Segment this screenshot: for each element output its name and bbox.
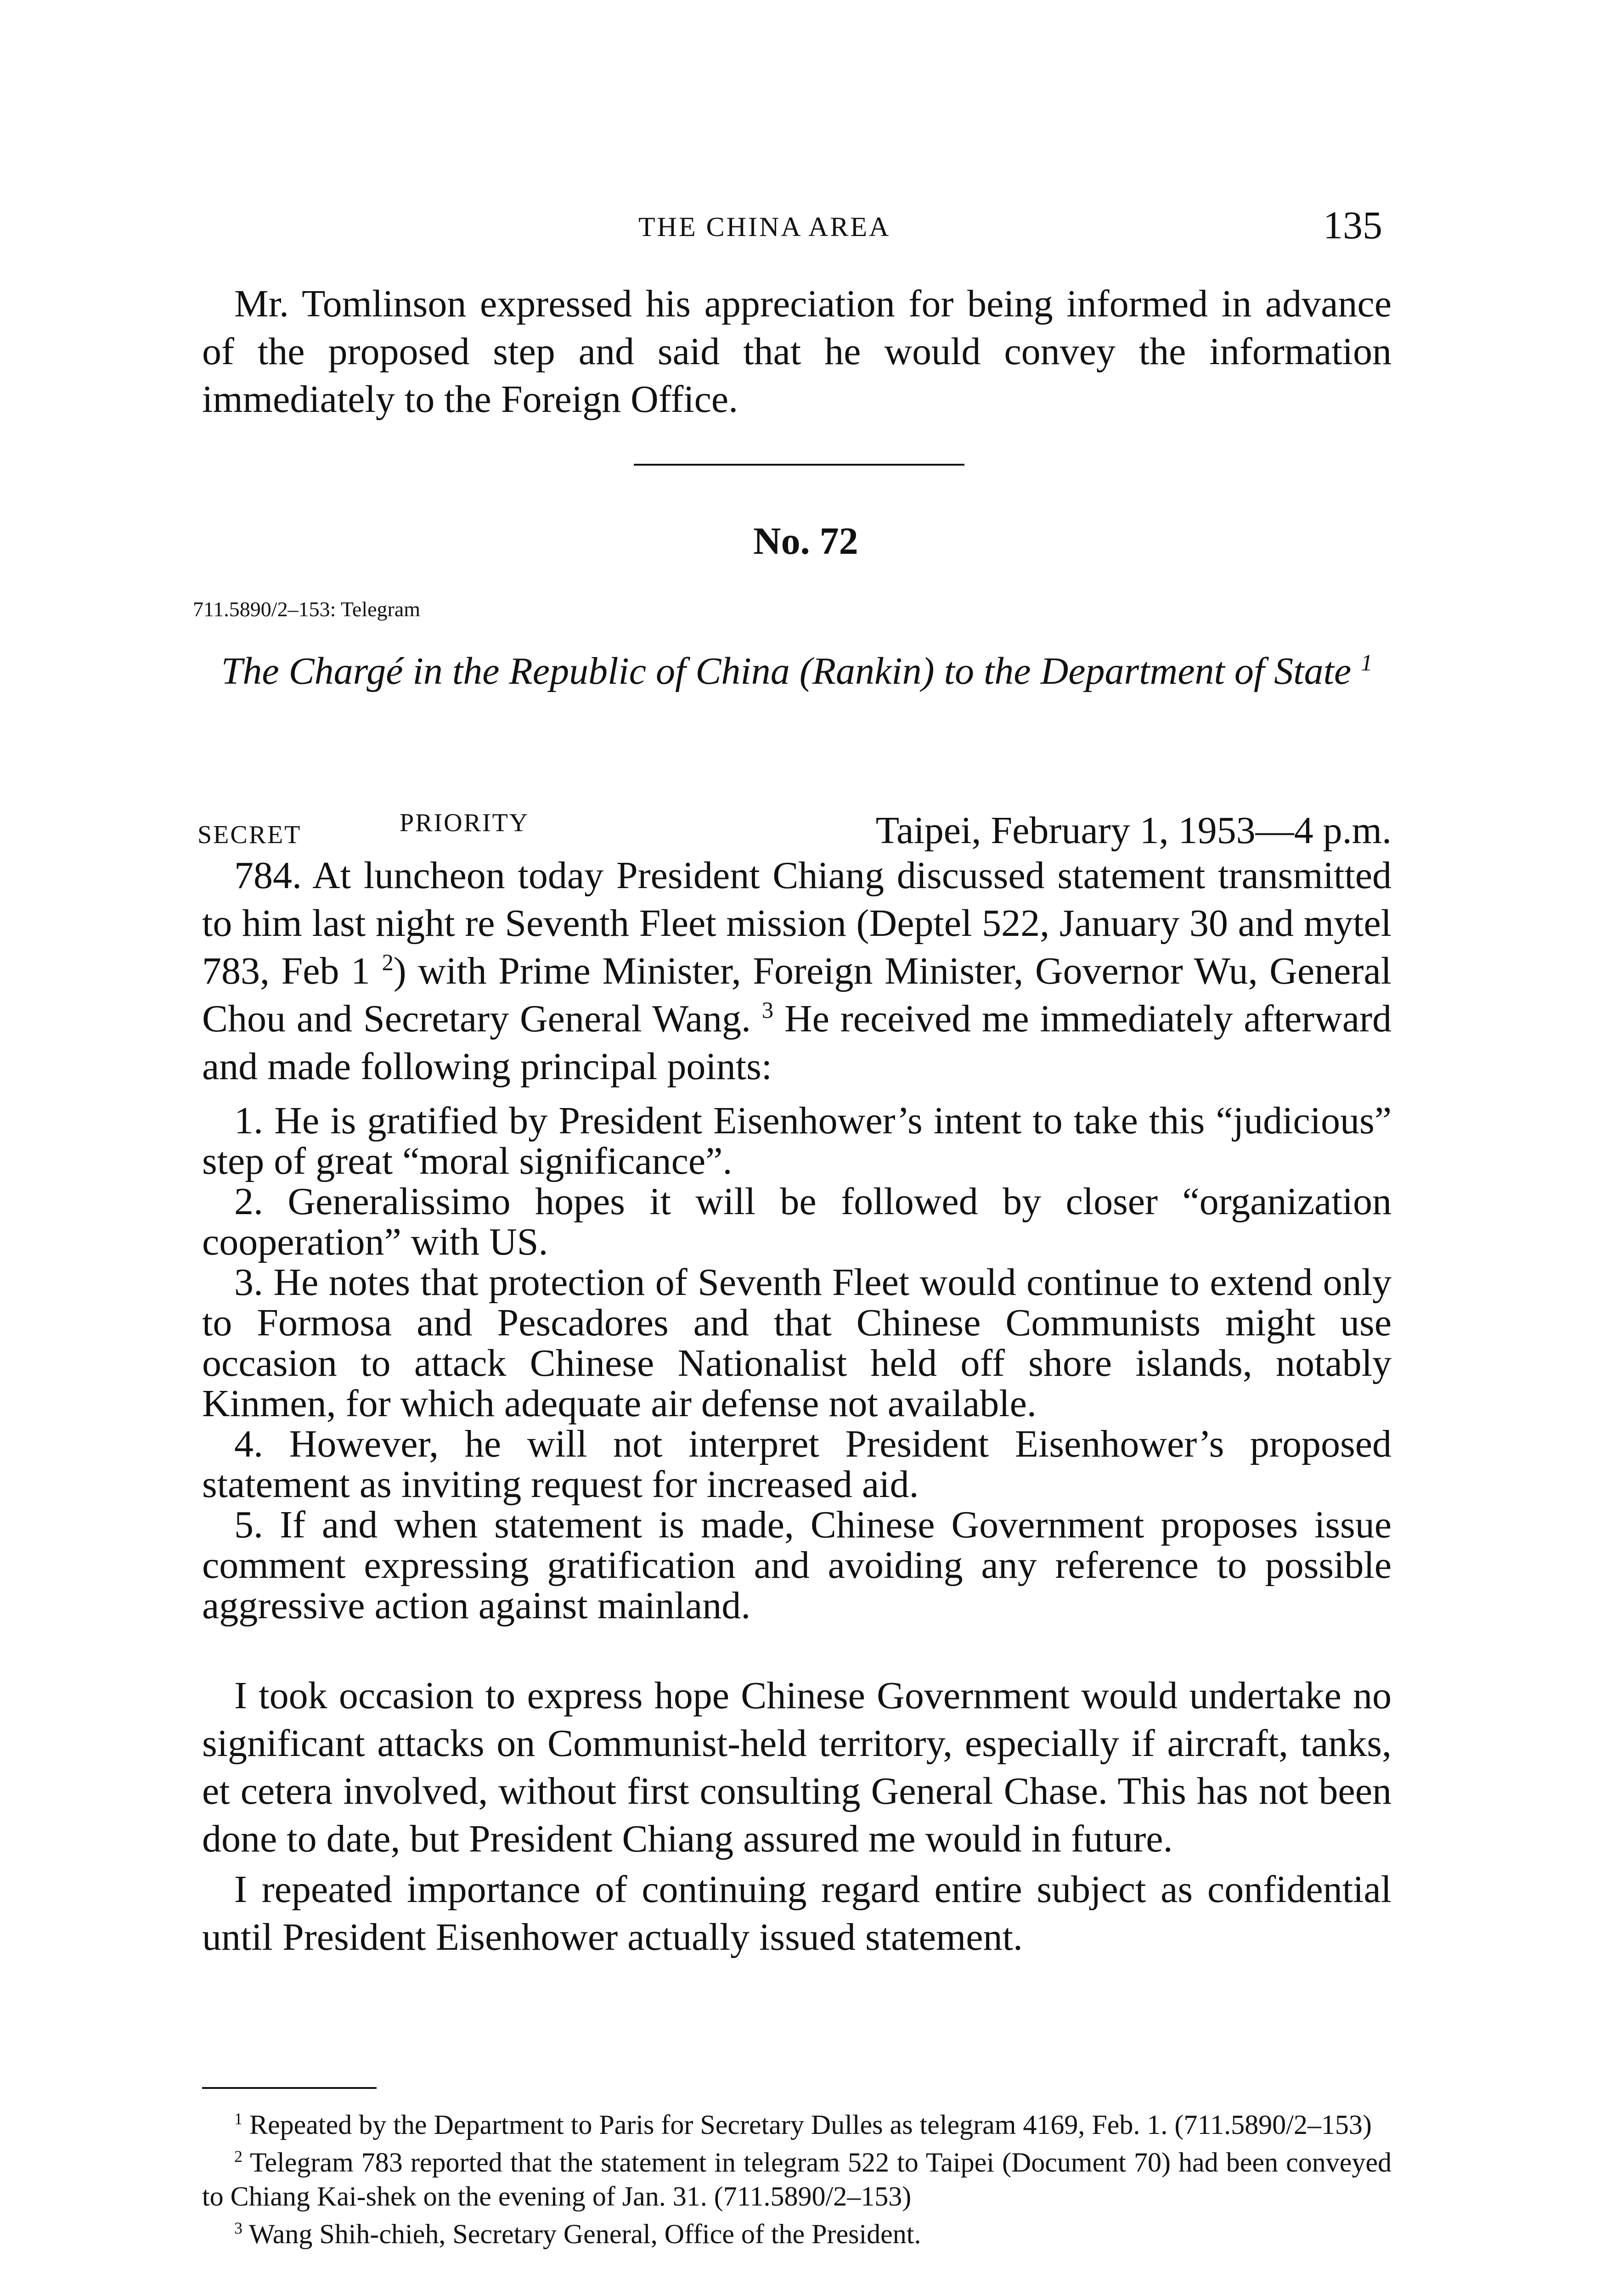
place-date <box>876 808 1392 853</box>
document-number: No. 72 <box>753 520 858 563</box>
footnote-3 <box>202 2217 1392 2251</box>
running-head: THE CHINA AREA <box>638 212 891 242</box>
body-paragraph-2: I took occasion to express hope Chinese Government would undertake no significant attacks on Communist-held territory, especially if aircraft, tanks, et cetera involved, without first consulting General Chase. This has not been done to date, but President Chiang assured me would in future. <box>202 1674 1392 1860</box>
date-time: February 1, 1953—4 p.m. <box>991 809 1392 852</box>
body-paragraph-1 <box>202 852 1392 1091</box>
footnote-ref-2: 2 <box>382 950 394 975</box>
body-p1-part-a: 784. At luncheon today President Chiang discussed statement transmitted to him last night re Seventh Fleet mission (Deptel 522, January 30 and mytel 783, Feb 1 <box>202 854 1392 992</box>
section-divider <box>634 464 964 466</box>
list-item: 1. He is gratified by President Eisenhower’s intent to take this “judicious” step of great “moral significance”. <box>202 1099 1392 1182</box>
footnote-divider <box>202 2087 377 2089</box>
footnote-text: Repeated by the Department to Paris for Secretary Dulles as telegram 4169, Feb. 1. (711.5890/2–153) <box>249 2110 1372 2140</box>
footnote-2 <box>202 2145 1392 2213</box>
list-item: 2. Generalissimo hopes it will be followed by closer “organization cooperation” with US. <box>202 1180 1392 1263</box>
footnote-1 <box>202 2108 1392 2142</box>
footnote-ref-1: 1 <box>1361 650 1373 675</box>
body-p1-part-c: He received me immediately afterward and made following principal points: <box>202 997 1392 1088</box>
footnote-mark: 3 <box>234 2219 242 2237</box>
page-number: 135 <box>1323 203 1382 247</box>
file-reference: 711.5890/2–153: Telegram <box>193 597 421 621</box>
body-p1-part-b: ) with Prime Minister, Foreign Minister, Governor Wu, General Chou and Secretary General Wang. <box>202 950 1392 1040</box>
footnote-text: Wang Shih-chieh, Secretary General, Office of the President. <box>248 2219 921 2249</box>
points-list <box>202 1101 1392 1626</box>
opening-paragraph: Mr. Tomlinson expressed his appreciation for being informed in advance of the proposed step and said that he would convey the information immediately to the Foreign Office. <box>202 282 1392 421</box>
list-item: 3. He notes that protection of Seventh Fleet would continue to extend only to Formosa and Pescadores and that Chinese Communists might use occasion to attack Chinese Nationalist held off shore islands, notably Kinmen, for which adequate air defense not available. <box>202 1261 1392 1425</box>
opening-paragraph-block <box>202 280 1392 423</box>
document-title-text: The Chargé in the Republic of China (Rankin) to the Department of State <box>221 650 1352 692</box>
priority: PRIORITY <box>400 809 530 837</box>
list-item: 5. If and when statement is made, Chinese Government proposes issue comment expressing gratification and avoiding any reference to possible aggressive action against mainland. <box>202 1503 1392 1627</box>
body-paragraph-3: I repeated importance of continuing regard entire subject as confidential until President Eisenhower actually issued statement. <box>202 1868 1392 1958</box>
dateline <box>197 808 1392 853</box>
telegram-body <box>202 852 1392 1961</box>
classification: SECRET <box>197 821 302 849</box>
footnote-mark: 1 <box>234 2110 242 2128</box>
footnote-text: Telegram 783 reported that the statement in telegram 522 to Taipei (Document 70) had been conveyed to Chiang Kai-shek on the evening of Jan. 31. (711.5890/2–153) <box>202 2147 1392 2212</box>
footnotes <box>202 2108 1392 2251</box>
list-item: 4. However, he will not interpret President Eisenhower’s proposed statement as inviting request for increased aid. <box>202 1423 1392 1506</box>
document-title <box>202 647 1392 695</box>
footnote-mark: 2 <box>234 2147 242 2166</box>
footnote-ref-3: 3 <box>761 997 774 1023</box>
place: Taipei, <box>875 809 981 852</box>
